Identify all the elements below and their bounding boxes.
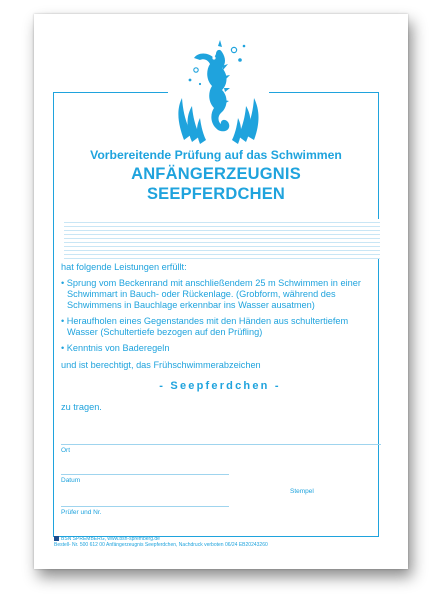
certificate-title: ANFÄNGERZEUGNIS <box>131 165 301 183</box>
date-label: Datum <box>61 477 81 484</box>
publisher-info: BSN SPREMBERG, www.bsn-spremberg.de <box>61 536 160 542</box>
award-statement: und ist berechtigt, das Frühschwimmerabzeichen <box>61 360 261 370</box>
stamp-label: Stempel <box>290 488 314 495</box>
name-entry-lines[interactable] <box>64 219 380 259</box>
order-info: Bestell- Nr. 500 612 00 Anfängerzeugnis Seepferdchen, Nachdruck verboten 06/24 EB20243260 <box>54 542 268 548</box>
certificate-badge-title: SEEPFERDCHEN <box>146 185 286 203</box>
badge-name: - Seepferdchen - <box>159 380 281 392</box>
seahorse-icon <box>170 36 266 148</box>
certificate-body <box>61 262 379 413</box>
requirement-item: • Kenntnis von Baderegeln <box>61 343 170 353</box>
frame-top-right-segment <box>269 92 379 93</box>
requirement-item: • Heraufholen eines Gegenstandes mit den Händen aus schultertiefem Wasser (Schultertiefe bezogen auf den Prüfling) <box>61 316 349 337</box>
place-line[interactable] <box>61 444 381 445</box>
certificate-subtitle: Vorbereitende Prüfung auf das Schwimmen <box>90 148 342 162</box>
examiner-label: Prüfer und Nr. <box>61 509 102 516</box>
certificate-sheet <box>34 14 408 569</box>
date-line[interactable] <box>61 474 229 475</box>
publisher-mark <box>54 536 59 541</box>
closing-text: zu tragen. <box>61 402 102 412</box>
place-label: Ort <box>61 447 71 454</box>
requirement-item: • Sprung vom Beckenrand mit anschließendem 25 m Schwimmen in einer Schwimmart in Bauch- oder Rückenlage. (Grobform, während des Schwimmens in Bauchlage erkennbar ins Wasser ausatmen) <box>61 278 361 310</box>
frame-top-left-segment <box>53 92 168 93</box>
examiner-line[interactable] <box>61 506 229 507</box>
certificate-header <box>53 148 379 204</box>
footer <box>54 536 384 548</box>
requirements-intro: hat folgende Leistungen erfüllt: <box>61 262 187 272</box>
